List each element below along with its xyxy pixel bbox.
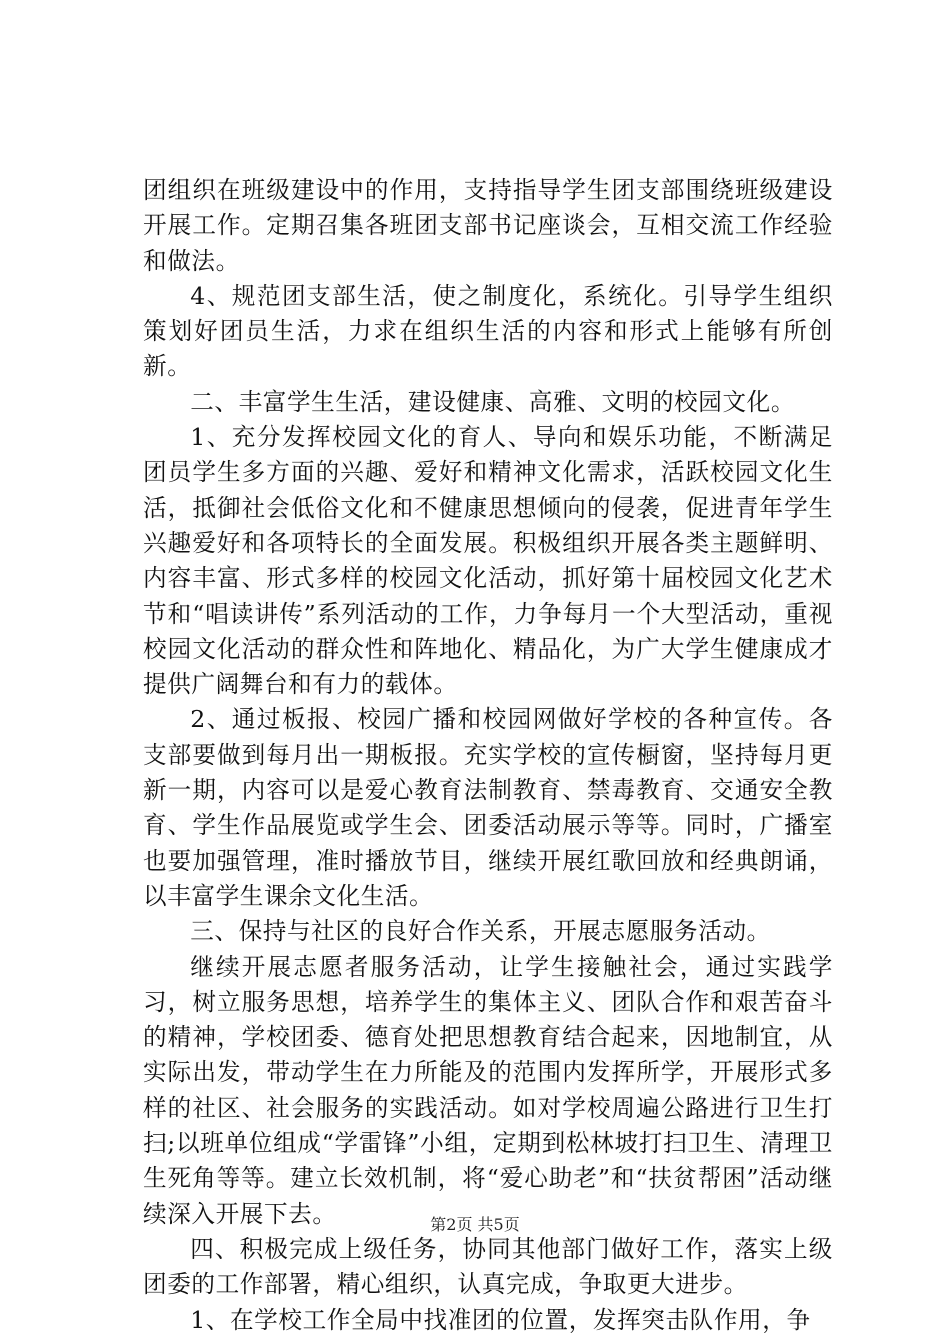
paragraph-volunteer: 继续开展志愿者服务活动，让学生接触社会，通过实践学习，树立服务思想，培养学生的集体主义、团队合作和艰苦奋斗的精神，学校团委、德育处把思想教育结合起来，因地制宜，从实际出发，带动学生在力所能及的范围内发挥所学，开展形式多样的社区、社会服务的实践活动。如对学校周遍公路进行卫生打扫;以班单位组成“学雷锋”小组，定期到松林坡打扫卫生、清理卫生死角等等。建立长效机制，将“爱心助老”和“扶贫帮困”活动继续深入开展下去。 <box>143 952 833 1228</box>
paragraph-item-1-cont: 1、在学校工作全局中找准团的位置，发挥突击队作用，争 <box>190 1305 811 1334</box>
section-heading-2: 二、丰富学生生活，建设健康、高雅、文明的校园文化。 <box>190 387 796 416</box>
paragraph-item-4: 4、规范团支部生活，使之制度化，系统化。引导学生组织策划好团员生活，力求在组织生活的内容和形式上能够有所创新。 <box>143 281 833 381</box>
paragraph-continuation: 团组织在班级建设中的作用，支持指导学生团支部围绕班级建设开展工作。定期召集各班团支部书记座谈会，互相交流工作经验和做法。 <box>143 176 833 275</box>
paragraph-item-2: 2、通过板报、校园广播和校园网做好学校的各种宣传。各支部要做到每月出一期板报。充实学校的宣传橱窗，坚持每月更新一期，内容可以是爱心教育法制教育、禁毒教育、交通安全教育、学生作品展览或学生会、团委活动展示等等。同时，广播室也要加强管理，准时播放节目，继续开展红歌回放和经典朗诵，以丰富学生课余文化生活。 <box>143 705 833 910</box>
section-heading-4: 四、积极完成上级任务，协同其他部门做好工作，落实上级团委的工作部署，精心组织，认真完成，争取更大进步。 <box>143 1234 833 1299</box>
paragraph-item-1: 1、充分发挥校园文化的育人、导向和娱乐功能，不断满足团员学生多方面的兴趣、爱好和精神文化需求，活跃校园文化生活，抵御社会低俗文化和不健康思想倾向的侵袭，促进青年学生兴趣爱好和各项特长的全面发展。积极组织开展各类主题鲜明、内容丰富、形式多样的校园文化活动，抓好第十届校园文化艺术节和“唱读讲传”系列活动的工作，力争每月一个大型活动，重视校园文化活动的群众性和阵地化、精品化，为广大学生健康成才提供广阔舞台和有力的载体。 <box>143 423 833 699</box>
page-number-footer: 第2页 共5页 <box>430 1215 520 1234</box>
document-body <box>143 173 833 1338</box>
section-heading-3: 三、保持与社区的良好合作关系，开展志愿服务活动。 <box>190 917 771 946</box>
